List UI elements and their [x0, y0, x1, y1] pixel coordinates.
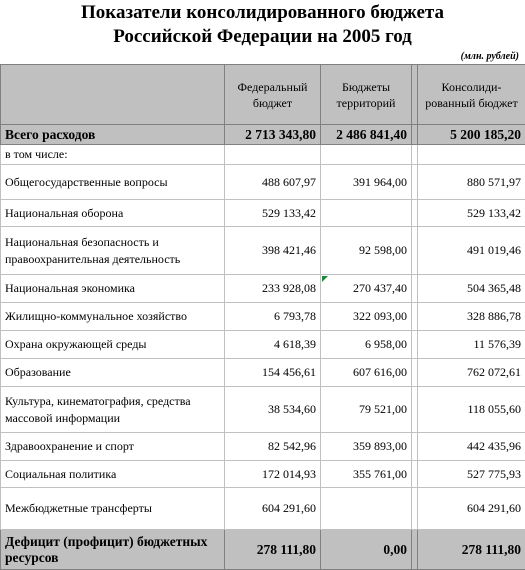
row-consolidated: 762 072,61 [418, 359, 525, 387]
row-territories: 6 958,00 [321, 331, 412, 359]
row-consolidated: 328 886,78 [418, 303, 525, 331]
total-federal: 2 713 343,80 [225, 125, 321, 145]
units-note: (млн. рублей) [461, 51, 519, 62]
table-row [1, 227, 525, 275]
row-label: Межбюджетные трансферты [1, 488, 225, 530]
table-row [1, 275, 525, 303]
table-row [1, 359, 525, 387]
table-row [1, 387, 525, 433]
row-consolidated: 527 775,93 [418, 461, 525, 488]
row-federal: 4 618,39 [225, 331, 321, 359]
row-consolidated: 118 055,60 [418, 387, 525, 433]
table-row [1, 165, 525, 200]
row-territories: 322 093,00 [321, 303, 412, 331]
row-federal: 398 421,46 [225, 227, 321, 275]
row-label: Культура, кинематография, средства массовой информации [1, 387, 225, 433]
row-territories: 359 893,00 [321, 433, 412, 461]
header-territories: Бюджеты территорий [321, 65, 412, 125]
row-consolidated: 529 133,42 [418, 200, 525, 227]
total-territories: 2 486 841,40 [321, 125, 412, 145]
row-label: Образование [1, 359, 225, 387]
row-consolidated: 442 435,96 [418, 433, 525, 461]
row-label: Национальная безопасность и правоохранительная деятельность [1, 227, 225, 275]
table-row [1, 331, 525, 359]
row-federal: 488 607,97 [225, 165, 321, 200]
header-federal: Федеральный бюджет [225, 65, 321, 125]
table-row [1, 433, 525, 461]
row-federal: 172 014,93 [225, 461, 321, 488]
deficit-federal: 278 111,80 [225, 530, 321, 570]
title-line-2: Российской Федерации на 2005 год [0, 26, 525, 48]
total-consolidated: 5 200 185,20 [418, 125, 525, 145]
table-row [1, 461, 525, 488]
row-label: Охрана окружающей среды [1, 331, 225, 359]
row-federal: 233 928,08 [225, 275, 321, 303]
row-territories: 391 964,00 [321, 165, 412, 200]
including-row [1, 145, 525, 165]
budget-table [0, 64, 525, 570]
row-federal: 529 133,42 [225, 200, 321, 227]
row-label: Общегосударственные вопросы [1, 165, 225, 200]
row-label: Здравоохранение и спорт [1, 433, 225, 461]
row-territories: 92 598,00 [321, 227, 412, 275]
row-consolidated: 604 291,60 [418, 488, 525, 530]
row-label: Национальная оборона [1, 200, 225, 227]
table-row [1, 200, 525, 227]
row-territories [321, 488, 412, 530]
row-federal: 82 542,96 [225, 433, 321, 461]
deficit-label: Дефицит (профицит) бюджетных ресурсов [1, 530, 225, 570]
row-consolidated: 504 365,48 [418, 275, 525, 303]
header-row [1, 65, 525, 125]
deficit-territories: 0,00 [321, 530, 412, 570]
row-label: Жилищно-коммунальное хозяйство [1, 303, 225, 331]
row-territories: 607 616,00 [321, 359, 412, 387]
row-territories: 355 761,00 [321, 461, 412, 488]
header-consolidated: Консолиди-рованный бюджет [418, 65, 525, 125]
row-territories [321, 200, 412, 227]
including-label: в том числе: [1, 145, 225, 165]
row-federal: 154 456,61 [225, 359, 321, 387]
total-label: Всего расходов [1, 125, 225, 145]
row-consolidated: 11 576,39 [418, 331, 525, 359]
row-label: Социальная политика [1, 461, 225, 488]
row-federal: 604 291,60 [225, 488, 321, 530]
table-row [1, 303, 525, 331]
title-line-1: Показатели консолидированного бюджета [0, 2, 525, 24]
total-row [1, 125, 525, 145]
deficit-consolidated: 278 111,80 [418, 530, 525, 570]
comment-marker-icon [322, 276, 328, 282]
row-consolidated: 491 019,46 [418, 227, 525, 275]
table-row [1, 488, 525, 530]
row-territories: 270 437,40 [321, 275, 412, 303]
deficit-row [1, 530, 525, 570]
header-empty-cell [1, 65, 225, 125]
row-label: Национальная экономика [1, 275, 225, 303]
row-federal: 38 534,60 [225, 387, 321, 433]
row-territories: 79 521,00 [321, 387, 412, 433]
row-federal: 6 793,78 [225, 303, 321, 331]
row-consolidated: 880 571,97 [418, 165, 525, 200]
